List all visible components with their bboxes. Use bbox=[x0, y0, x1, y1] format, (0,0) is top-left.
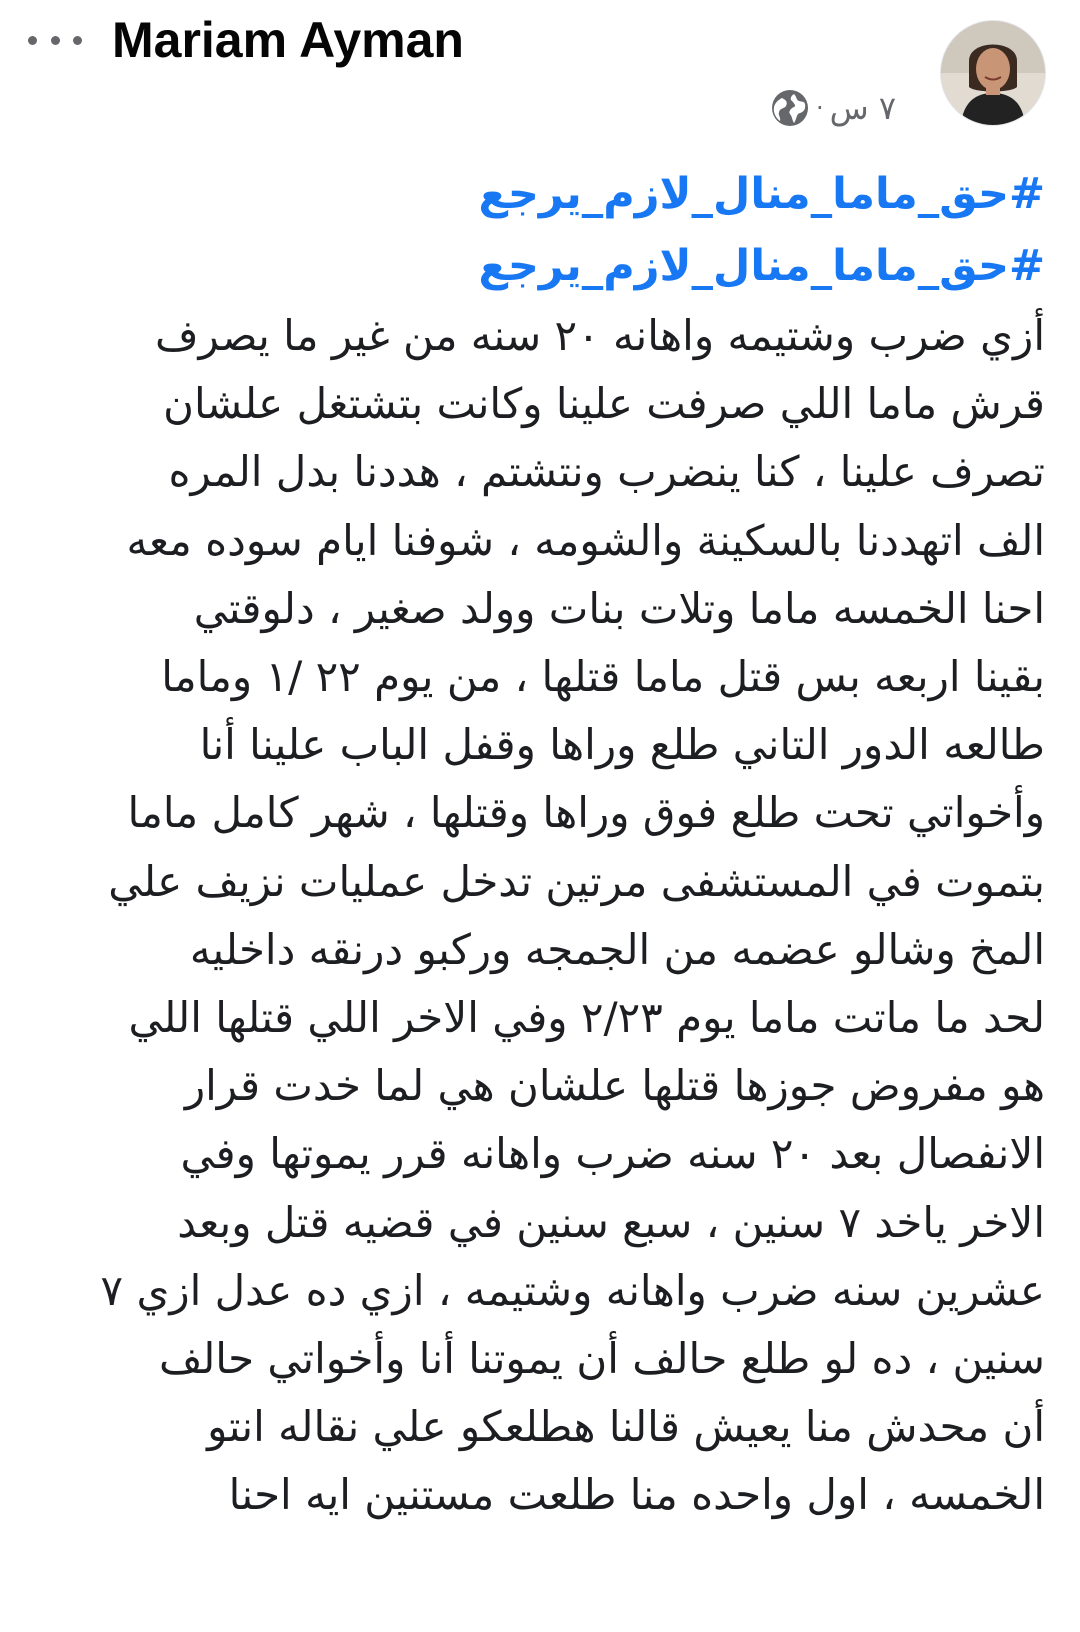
post-text-line: طالعه الدور التاني طلع وراها وقفل الباب علينا أنا bbox=[199, 720, 1045, 770]
author-name[interactable]: Mariam Ayman bbox=[112, 12, 464, 68]
post-text-line: احنا الخمسه ماما وتلات بنات وولد صغير ، دلوقتي bbox=[193, 583, 1045, 633]
post-header bbox=[0, 0, 1080, 140]
post-text-line: أن محدش منا يعيش قالنا هطلعكو علي نقاله انتو bbox=[207, 1402, 1045, 1452]
separator-dot: · bbox=[816, 94, 824, 122]
post-text-line: هو مفروض جوزها قتلها علشان هي لما خدت قرار bbox=[184, 1061, 1045, 1111]
post-text-line: الاخر ياخد ٧ سنين ، سبع سنين في قضيه قتل وبعد bbox=[177, 1197, 1045, 1247]
post-text bbox=[40, 302, 1045, 1530]
more-dot bbox=[51, 36, 60, 45]
post-text-line: أزي ضرب وشتيمه واهانه ٢٠ سنه من غير ما يصرف bbox=[155, 311, 1045, 360]
hashtag-link[interactable]: #حق_ماما_منال_لازم_يرجع bbox=[478, 241, 1045, 291]
globe-icon[interactable] bbox=[770, 88, 810, 128]
post-text-line: بتموت في المستشفى مرتين تدخل عمليات نزيف علي bbox=[108, 856, 1045, 906]
post-text-line: بقينا اربعه بس قتل ماما قتلها ، من يوم ٢٢ /١ وماما bbox=[161, 652, 1045, 702]
more-dot bbox=[73, 36, 82, 45]
post-text-line: وأخواتي تحت طلع فوق وراها وقتلها ، شهر كامل ماما bbox=[127, 788, 1045, 838]
post-timestamp[interactable]: ٧ س bbox=[829, 89, 897, 127]
post-text-line: الف اتهددنا بالسكينة والشومه ، شوفنا ايام سوده معه bbox=[126, 515, 1045, 565]
post-text-line: قرش ماما اللي صرفت علينا وكانت بتشتغل علشان bbox=[163, 379, 1045, 429]
post-meta bbox=[770, 85, 930, 131]
avatar-image bbox=[941, 21, 1045, 125]
more-dot bbox=[28, 36, 37, 45]
post-text-line: لحد ما ماتت ماما يوم ٢/٢٣ وفي الاخر اللي قتلها اللي bbox=[128, 993, 1045, 1043]
post-text-line: الخمسه ، اول واحده منا طلعت مستنين ايه احنا bbox=[228, 1470, 1045, 1520]
more-horizontal-icon[interactable] bbox=[28, 28, 82, 52]
avatar[interactable] bbox=[940, 20, 1046, 126]
post-text-line: المخ وشالو عضمه من الجمجه وركبو درنقه داخليه bbox=[189, 924, 1045, 974]
post-text-line: تصرف علينا ، كنا ينضرب ونتشتم ، هددنا بدل المره bbox=[168, 447, 1045, 497]
hashtag-link[interactable]: #حق_ماما_منال_لازم_يرجع bbox=[478, 169, 1045, 219]
post-text-line: عشرين سنه ضرب واهانه وشتيمه ، ازي ده عدل ازي ٧ bbox=[100, 1265, 1045, 1315]
post-text-line: سنين ، ده لو طلع حالف أن يموتنا أنا وأخواتي حالف bbox=[159, 1334, 1045, 1384]
post-text-line: الانفصال بعد ٢٠ سنه ضرب واهانه قرر يموتها وفي bbox=[180, 1129, 1045, 1179]
post-body bbox=[40, 158, 1045, 1530]
